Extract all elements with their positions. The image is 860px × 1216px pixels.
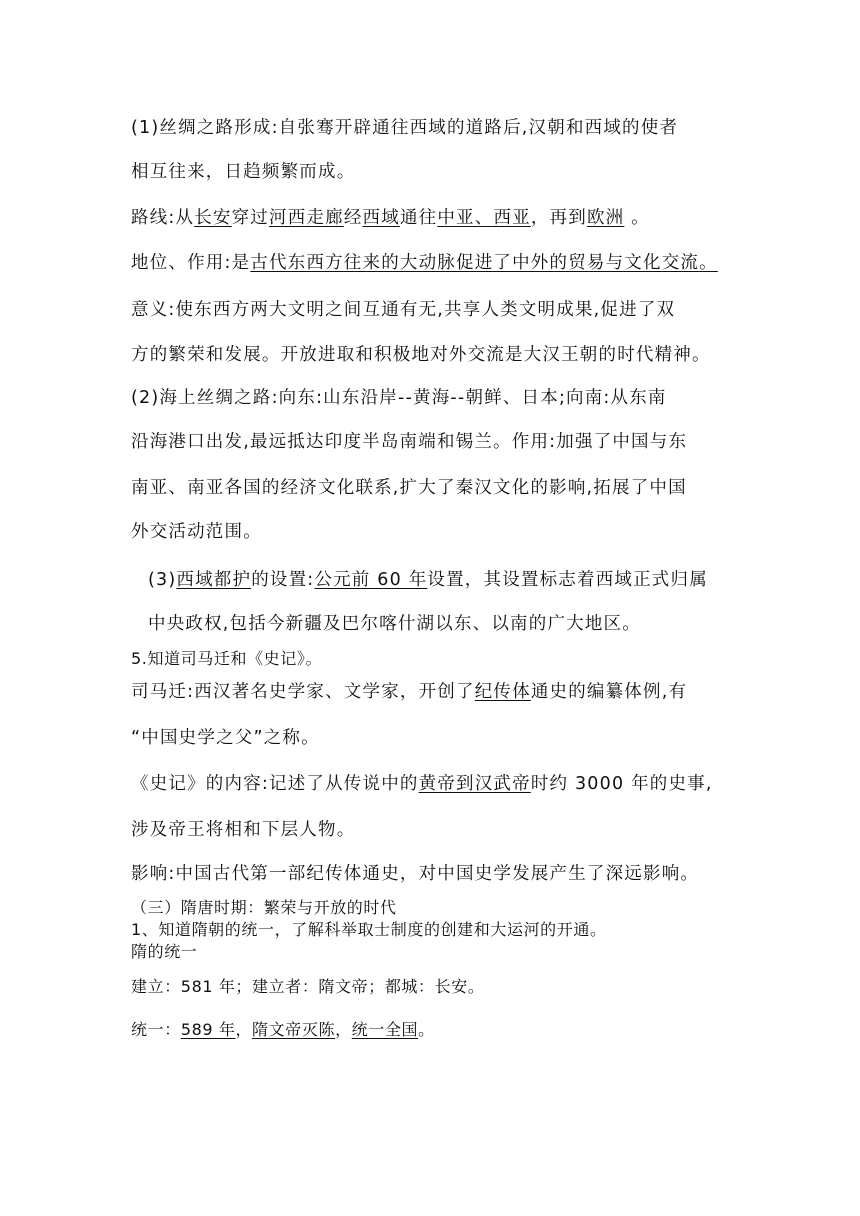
protectorate-continuation: 中央政权,包括今新疆及巴尔喀什湖以东、以南的广大地区。 xyxy=(148,614,641,634)
route-text: ，再到 xyxy=(530,208,587,228)
silk-road-formation-continuation: 相互往来，日趋频繁而成。 xyxy=(131,162,356,182)
silk-road-significance-line: 意义:使东西方两大文明之间互通有无,共享人类文明成果,促进了双 xyxy=(131,300,676,320)
protectorate-name: 西域都护 xyxy=(176,570,252,590)
unification-conquest: 隋文帝灭陈 xyxy=(252,1020,336,1039)
silk-road-route-line xyxy=(131,206,650,230)
sima-qian-text: 通史的编纂体例,有 xyxy=(530,682,688,702)
shiji-period: 黄帝到汉武帝 xyxy=(418,774,531,794)
sima-qian-continuation: “中国史学之父”之称。 xyxy=(131,728,320,748)
route-text: 经 xyxy=(343,208,363,228)
route-text: 穿过 xyxy=(231,208,270,228)
sui-unification-line xyxy=(131,1018,435,1042)
silk-road-formation-line: (1)丝绸之路形成:自张骞开辟通往西域的道路后,汉朝和西域的使者 xyxy=(131,118,679,138)
maritime-silk-road-continuation: 沿海港口出发,最远抵达印度半岛南端和锡兰。作用:加强了中国与东 xyxy=(131,432,688,452)
shiji-influence-line: 影响:中国古代第一部纪传体通史，对中国史学发展产生了深远影响。 xyxy=(131,864,700,884)
sima-qian-biography-style: 纪传体 xyxy=(474,682,531,702)
route-hexi-corridor: 河西走廊 xyxy=(269,208,344,228)
protectorate-year: 公元前 60 年 xyxy=(314,570,428,590)
status-underlined-text: 古代东西方往来的大动脉促进了中外的贸易与文化交流。 xyxy=(250,253,718,273)
unification-text: ， xyxy=(335,1020,352,1039)
sui-founding-line: 建立：581 年；建立者：隋文帝；都城：长安。 xyxy=(131,977,485,996)
shiji-content-line xyxy=(131,772,713,796)
protectorate-number: (3) xyxy=(148,570,177,590)
unification-nation: 统一全国 xyxy=(351,1020,419,1039)
shiji-text: 《史记》的内容:记述了从传说中的 xyxy=(131,774,419,794)
maritime-silk-road-continuation: 南亚、南亚各国的经济文化联系,扩大了秦汉文化的影响,拓展了中国 xyxy=(131,478,687,498)
protectorate-line xyxy=(148,568,708,592)
protectorate-text: 设置，其设置标志着西域正式归属 xyxy=(427,570,708,590)
shiji-text: 时约 3000 年的史事, xyxy=(530,774,713,794)
route-label: 路线:从 xyxy=(131,208,195,228)
route-central-west-asia: 中亚、西亚 xyxy=(437,208,531,228)
silk-road-status-line xyxy=(131,251,718,275)
route-text: 。 xyxy=(624,208,650,228)
sima-qian-text: 司马迁:西汉著名史学家、文学家，开创了 xyxy=(131,682,475,702)
route-text: 通往 xyxy=(399,208,438,228)
unification-text: ， xyxy=(235,1020,253,1039)
maritime-silk-road-line: (2)海上丝绸之路:向东:山东沿岸--黄海--朝鲜、日本;向南:从东南 xyxy=(131,388,667,408)
sima-qian-line xyxy=(131,680,687,704)
silk-road-significance-continuation: 方的繁荣和发展。开放进取和积极地对外交流是大汉王朝的时代精神。 xyxy=(131,345,711,365)
maritime-silk-road-continuation: 外交活动范围。 xyxy=(131,522,262,542)
status-label: 地位、作用:是 xyxy=(131,253,251,273)
unification-year: 589 年 xyxy=(180,1020,236,1039)
sui-unification-heading: 隋的统一 xyxy=(131,942,198,961)
protectorate-text: 的设置: xyxy=(251,570,315,590)
route-western-regions: 西域 xyxy=(362,208,400,228)
route-europe: 欧洲 xyxy=(586,208,625,228)
section-5-heading: 5.知道司马迁和《史记》。 xyxy=(131,649,323,668)
unification-text: 。 xyxy=(418,1020,435,1039)
section-1-heading: 1、知道隋朝的统一，了解科举取士制度的创建和大运河的开通。 xyxy=(131,920,607,939)
sui-tang-heading: （三）隋唐时期：繁荣与开放的时代 xyxy=(131,898,397,917)
shiji-content-continuation: 涉及帝王将相和下层人物。 xyxy=(131,820,356,840)
unification-label: 统一： xyxy=(131,1020,181,1039)
route-changan: 长安 xyxy=(194,208,232,228)
